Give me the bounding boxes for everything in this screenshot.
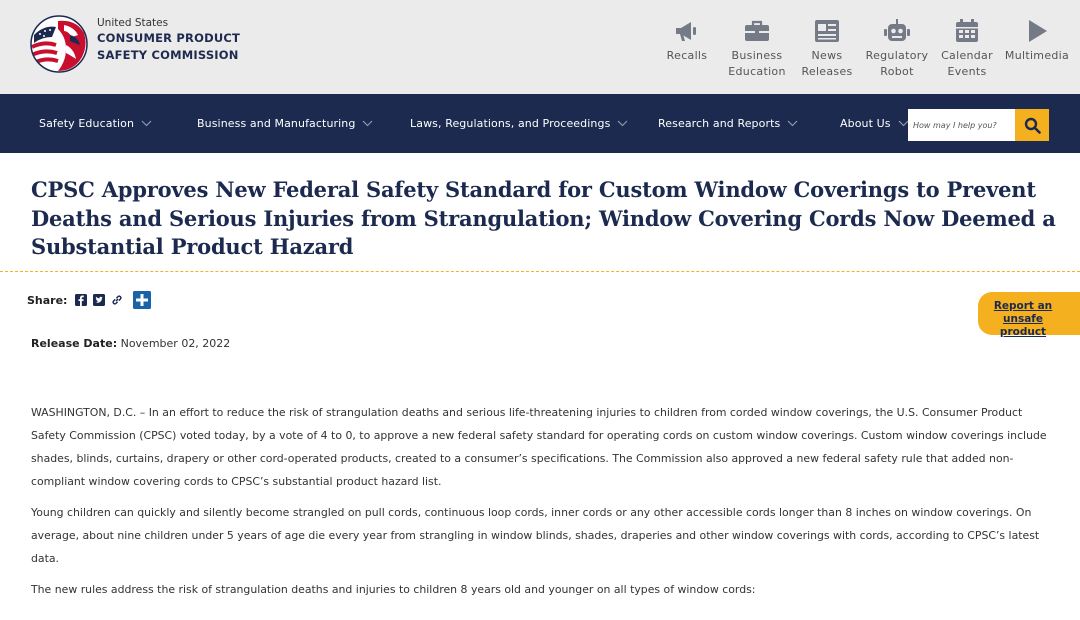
quick-link-label: Business Education bbox=[728, 49, 786, 78]
search-icon bbox=[1024, 117, 1041, 134]
chevron-down-icon bbox=[898, 120, 909, 127]
nav-item-label: Business and Manufacturing bbox=[197, 117, 356, 130]
play-icon bbox=[1024, 19, 1050, 43]
release-date-label: Release Date: bbox=[31, 337, 118, 350]
report-unsafe-product-button[interactable] bbox=[978, 292, 1080, 338]
add-share-icon[interactable] bbox=[133, 291, 151, 309]
twitter-icon[interactable] bbox=[93, 294, 105, 306]
share-label: Share: bbox=[27, 293, 68, 307]
release-date-value: November 02, 2022 bbox=[120, 337, 231, 350]
nav-item-research-reports[interactable] bbox=[658, 94, 798, 153]
main-nav bbox=[0, 94, 1080, 153]
link-icon[interactable] bbox=[111, 294, 123, 306]
report-button-line2: unsafe product bbox=[999, 313, 1047, 338]
agency-name-line2: SAFETY COMMISSION bbox=[97, 48, 239, 62]
article-paragraph: WASHINGTON, D.C. – In an effort to reduce the risk of strangulation deaths and serious life-threatening injuries to children from corded window coverings, the U.S. Consumer Product Safety Commission (CPSC) voted today, by a vote of 4 to 0, to approve a new federal safety standard for operating cords on custom window coverings. Custom window coverings include shades, blinds, curtains, drapery or other cord-operated products, created to a consumer’s specifications. The Commission also approved a new federal safety rule that added non-compliant window covering cords to CPSC’s substantial product hazard list. bbox=[31, 406, 1047, 488]
facebook-icon[interactable] bbox=[75, 294, 87, 306]
quick-link-label: Regulatory Robot bbox=[865, 49, 929, 78]
quick-links bbox=[652, 18, 1072, 80]
quick-link-label: Multimedia bbox=[1004, 49, 1070, 62]
cpsc-seal-icon bbox=[30, 15, 88, 73]
chevron-down-icon bbox=[617, 120, 628, 127]
robot-icon bbox=[884, 19, 910, 43]
calendar-icon bbox=[954, 19, 980, 43]
quick-link-label: Calendar Events bbox=[941, 49, 993, 78]
chevron-down-icon bbox=[362, 120, 373, 127]
nav-item-business-manufacturing[interactable] bbox=[197, 94, 373, 153]
share-bar bbox=[27, 291, 151, 309]
nav-item-laws-regulations[interactable] bbox=[410, 94, 628, 153]
quick-link-regulatory-robot[interactable] bbox=[862, 18, 932, 80]
quick-link-recalls[interactable] bbox=[652, 18, 722, 80]
news-card-icon bbox=[814, 19, 840, 43]
search-button[interactable] bbox=[1015, 109, 1049, 141]
page-title: CPSC Approves New Federal Safety Standard for Custom Window Coverings to Prevent Deaths and Serious Injuries from Strangulation; Window Covering Cords Now Deemed a Substantial Product Hazard bbox=[31, 177, 1056, 259]
release-date bbox=[31, 337, 230, 350]
agency-country: United States bbox=[97, 17, 169, 29]
site-header bbox=[0, 0, 1080, 94]
nav-item-about-us[interactable] bbox=[840, 94, 909, 153]
nav-item-safety-education[interactable] bbox=[39, 94, 152, 153]
quick-link-label: News Releases bbox=[801, 49, 853, 78]
agency-name-line1: CONSUMER PRODUCT bbox=[97, 31, 241, 45]
article-paragraph: The new rules address the risk of strangulation deaths and injuries to children 8 years old and younger on all types of window cords: bbox=[31, 583, 756, 596]
title-divider bbox=[0, 271, 1080, 272]
briefcase-icon bbox=[744, 19, 770, 43]
article-body bbox=[31, 401, 1051, 609]
megaphone-icon bbox=[674, 19, 700, 43]
quick-link-multimedia[interactable] bbox=[1002, 18, 1072, 80]
quick-link-business-education[interactable] bbox=[722, 18, 792, 80]
chevron-down-icon bbox=[787, 120, 798, 127]
chevron-down-icon bbox=[141, 120, 152, 127]
nav-item-label: Research and Reports bbox=[658, 117, 781, 130]
agency-name bbox=[97, 17, 240, 64]
search-input[interactable] bbox=[908, 109, 1015, 141]
cpsc-logo[interactable] bbox=[30, 15, 240, 73]
quick-link-label: Recalls bbox=[666, 49, 708, 62]
quick-link-news-releases[interactable] bbox=[792, 18, 862, 80]
quick-link-calendar-events[interactable] bbox=[932, 18, 1002, 80]
article-paragraph: Young children can quickly and silently become strangled on pull cords, continuous loop cords, inner cords or any other accessible cords longer than 8 inches on window coverings. On average, about nine children under 5 years of age die every year from strangling in window blinds, shades, draperies and other window coverings with cords, according to CPSC’s latest data. bbox=[31, 506, 1040, 565]
nav-item-label: Laws, Regulations, and Proceedings bbox=[410, 117, 611, 130]
nav-item-label: Safety Education bbox=[39, 117, 135, 130]
report-button-line1: Report an bbox=[993, 300, 1053, 312]
nav-item-label: About Us bbox=[840, 117, 891, 130]
